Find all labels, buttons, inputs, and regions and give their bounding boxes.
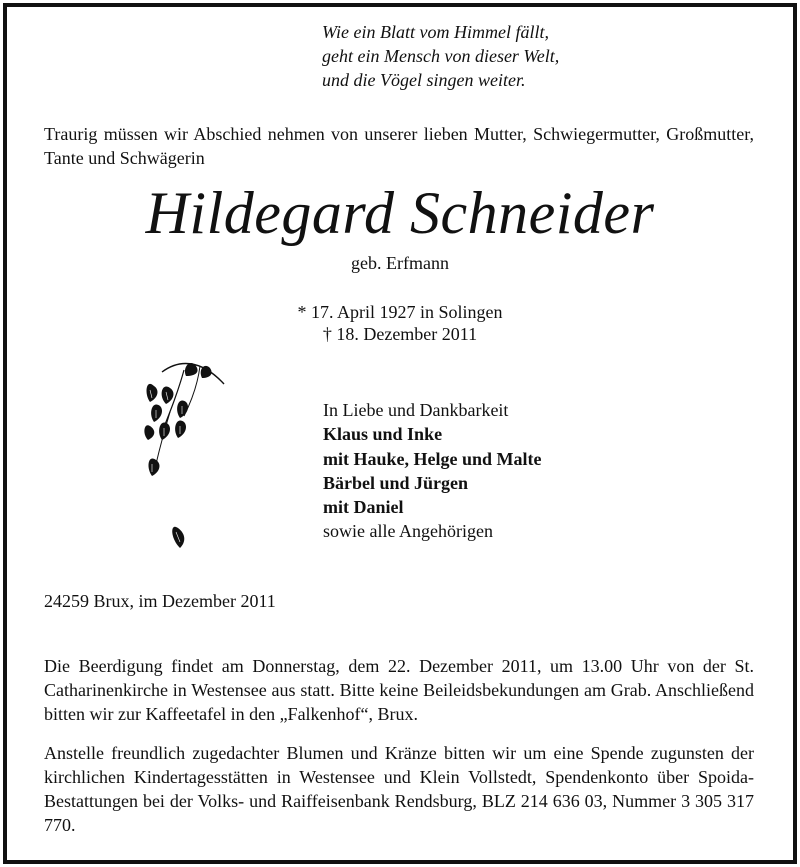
place-date: 24259 Brux, im Dezember 2011 (44, 591, 276, 611)
poem-line: Wie ein Blatt vom Himmel fällt, (322, 22, 549, 42)
mourner-line: Bärbel und Jürgen (323, 472, 469, 493)
mourner-line: mit Daniel (323, 497, 404, 518)
poem (322, 20, 559, 92)
deceased-name: Hildegard Schneider (145, 180, 655, 246)
death-date: † 18. Dezember 2011 (322, 324, 478, 344)
poem-line: geht ein Mensch von dieser Welt, (322, 46, 560, 66)
donation-notice: Anstelle freundlich zugedachter Blumen und Kränze bitten wir um eine Spende zugunsten der kirchlichen Kindertagesstätten in Westensee und Klein Vollstedt, Spendenkonto über Spoida-Bestattungen bei der Volks- und Raiffeisenbank Rendsburg, BLZ 214 636 03, Nummer 3 305 317 770. (44, 743, 754, 835)
mourners-block (323, 398, 542, 544)
mourner-line: mit Hauke, Helge und Malte (323, 448, 542, 469)
birch-branch-icon (140, 352, 235, 562)
maiden-name: geb. Erfmann (351, 253, 449, 273)
birth-date: * 17. April 1927 in Solingen (297, 302, 503, 322)
mourners-closing: sowie alle Angehörigen (323, 521, 493, 542)
funeral-notice: Die Beerdigung findet am Donnerstag, dem 22. Dezember 2011, um 13.00 Uhr von der St. Catharinenkirche in Westensee aus statt. Bitte keine Beileidsbekundungen am Grab. Anschließend bitten wir zur Kaffeetafel in den „Falkenhof“, Brux. (44, 656, 754, 724)
intro-text: Traurig müssen wir Abschied nehmen von unserer lieben Mutter, Schwiegermutter, Großmutter, Tante und Schwägerin (44, 124, 754, 168)
mourners-intro: In Liebe und Dankbarkeit (323, 400, 509, 420)
poem-line: und die Vögel singen weiter. (322, 70, 526, 90)
mourner-line: Klaus und Inke (323, 424, 443, 445)
